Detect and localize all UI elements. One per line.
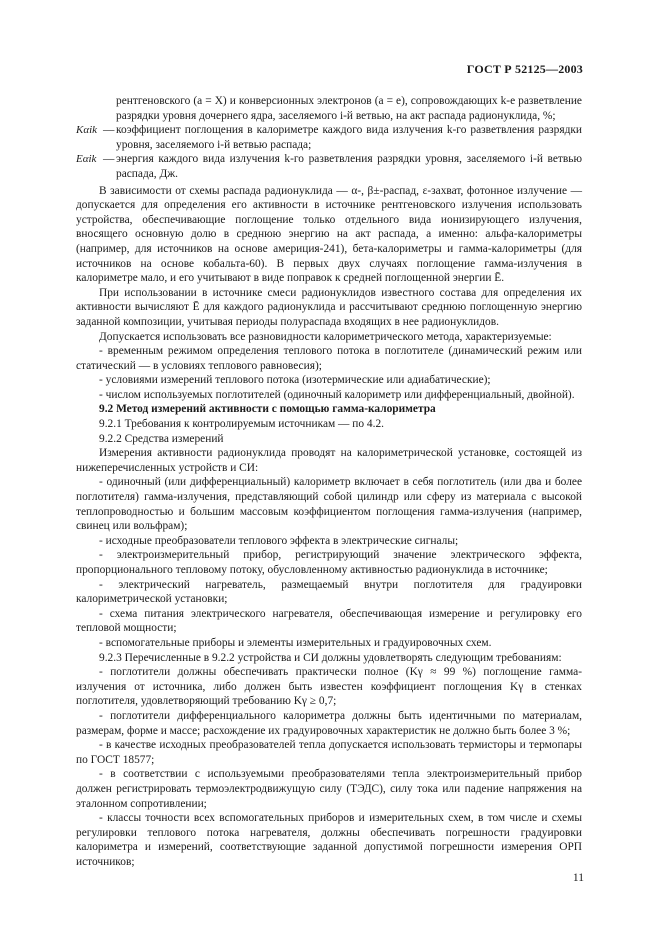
- document-code-header: ГОСТ Р 52125—2003: [466, 62, 583, 76]
- definition-symbol: Eαik: [76, 153, 97, 166]
- list-item: - вспомогательные приборы и элементы измерительных и градуировочных схем.: [99, 636, 492, 649]
- definition-symbol: Kαik: [76, 124, 98, 137]
- list-item: - в соответствии с используемыми преобразователями тепла электроизмерительный прибор должен регистрировать термоэлектродвижущую силу (ТЭДС), силу тока или падение напряжения на эталонном сопротивлении;: [76, 768, 582, 810]
- list-item: - электрический нагреватель, размещаемый внутри поглотителя для градуировки калориметрической установки;: [76, 578, 582, 606]
- list-item: - исходные преобразователи теплового эффекта в электрические сигналы;: [99, 534, 459, 547]
- definition-e: [76, 152, 582, 181]
- list-item: - поглотители должны обеспечивать практически полное (Kγ ≈ 99 %) поглощение гамма-излучения от источника, либо должен быть известен коэффициент поглощения Kγ в стенках поглотителя, удовлетворяющий требованию Kγ ≥ 0,7;: [76, 666, 582, 708]
- list-item: - числом используемых поглотителей (одиночный калориметр или дифференциальный, двойной).: [99, 388, 575, 401]
- symbol-definitions: [76, 94, 582, 182]
- definition-text: рентгеновского (a = X) и конверсионных электронов (a = e), сопровождающих k-е разветвление разрядки уровня дочернего ядра, заселяемого i-й ветвью, на акт распада радионуклида, %;: [116, 95, 582, 122]
- definition-text: энергия каждого вида излучения k-го разветвления разрядки уровня, заселяемого i-й ветвью распада, Дж.: [116, 153, 582, 180]
- definition-dash: —: [103, 153, 115, 166]
- page-body: [76, 94, 582, 869]
- definition-dash: —: [103, 124, 115, 137]
- list-item: - в качестве исходных преобразователей тепла допускается использовать термисторы и термопары по ГОСТ 18577;: [76, 739, 582, 766]
- list-item: - электроизмерительный прибор, регистрирующий значение электрического эффекта, пропорционального тепловому потоку, обусловленному активностью радионуклида в источнике;: [76, 549, 582, 576]
- paragraph: 9.2.1 Требования к контролируемым источникам — по 4.2.: [99, 418, 385, 431]
- paragraph: Измерения активности радионуклида проводят на калориметрической установке, состоящей из нижеперечисленных устройств и СИ:: [76, 447, 582, 474]
- paragraph: В зависимости от схемы распада радионуклида — α-, β±-распад, ε-захват, фотонное излучение — допускается для определения его активности в источнике рентгеновского излучения использовать устройства, обеспечивающие поглощение только отдельного вида ионизирующего излучения, вносящего основную долю в среднюю энергию на акт распада, а именно: альфа-калориметры (например, для источников на основе америция-241), бета-калориметры и гамма-калориметры (для источников на основе кобальта-60). В первых двух случаях поглощение гамма-излучения в калориметре мало, и его учитывают в виде поправок к средней поглощенной энергии Ē.: [76, 184, 582, 285]
- paragraph: 9.2.2 Средства измерений: [99, 432, 224, 445]
- paragraph: 9.2.3 Перечисленные в 9.2.2 устройства и СИ должны удовлетворять следующим требованиям:: [99, 651, 562, 664]
- list-item: - временным режимом определения теплового потока в поглотителе (динамический режим или статический — в условиях теплового равновесия);: [76, 345, 582, 372]
- list-item: - одиночный (или дифференциальный) калориметр включает в себя поглотитель (или два и более поглотителя) гамма-излучения, представляющий собой цилиндр или сферу из материала с высокой теплопроводностью и большим массовым коэффициентом поглощения гамма-излучения (например, свинец или вольфрам);: [76, 476, 582, 533]
- list-item: - классы точности всех вспомогательных приборов и измерительных схем, в том числе и схемы регулировки теплового потока нагревателя, должны обеспечивать погрешности градуировки калориметра и измерений, соответствующие заданной допустимой погрешности измерения ОРП источников;: [76, 812, 582, 868]
- paragraph: Допускается использовать все разновидности калориметрического метода, характеризуемые:: [99, 330, 552, 343]
- definition-text: коэффициент поглощения в калориметре каждого вида излучения k-го разветвления разрядки уровня, заселяемого i-й ветвью распада;: [116, 124, 582, 151]
- section-heading: 9.2 Метод измерений активности с помощью гамма-калориметра: [99, 403, 436, 416]
- definition-continuation: [76, 94, 582, 123]
- paragraph: При использовании в источнике смеси радионуклидов известного состава для определения их активности вычисляют Ē для каждого радионуклида и рассчитывают среднюю поглощенную энергию заданной композиции, учитывая периоды полураспада входящих в нее радионуклидов.: [76, 286, 582, 328]
- list-item: - схема питания электрического нагревателя, обеспечивающая измерение и регулировку его тепловой мощности;: [76, 607, 582, 635]
- list-item: - поглотители дифференциального калориметра должны быть идентичными по материалам, размерам, форме и массе; расхождение их градуировочных характеристик не должно быть более 3 %;: [76, 709, 582, 737]
- page-number: 11: [572, 872, 584, 884]
- list-item: - условиями измерений теплового потока (изотермические или адиабатические);: [99, 374, 491, 387]
- definition-k: [76, 123, 582, 152]
